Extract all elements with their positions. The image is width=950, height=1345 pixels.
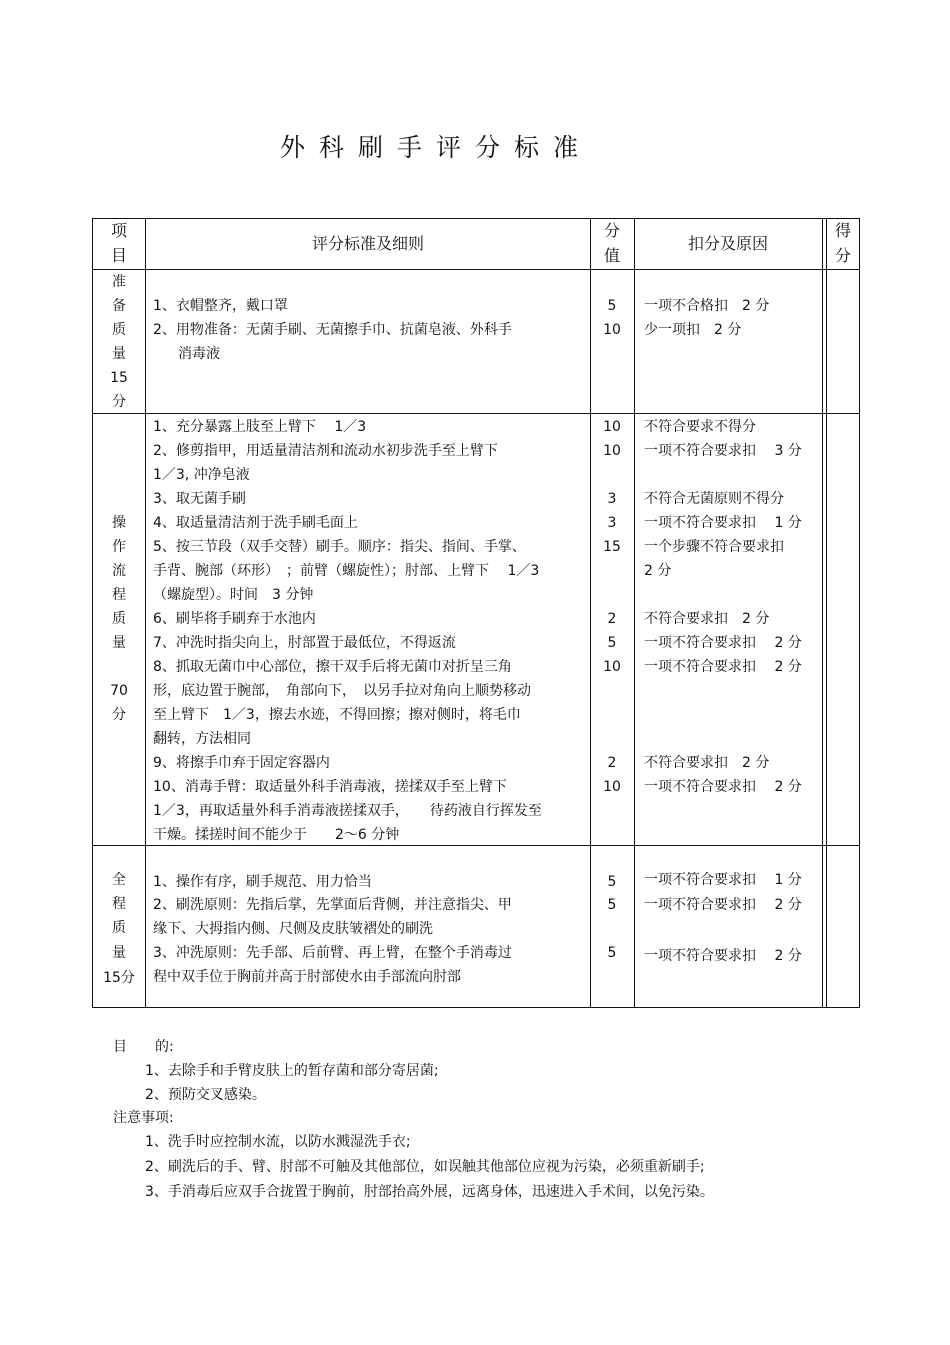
- ops-criterion-line: 8、抓取无菌巾中心部位，擦干双手后将无菌巾对折呈三角: [153, 659, 512, 675]
- ops-criterion-line: 1、充分暴露上肢至上臂下 1／3: [153, 419, 367, 435]
- ops-points: 2: [607, 755, 617, 771]
- ops-criterion-line: 1／3，再取适量外科手消毒液搓揉双手， 待药液自行挥发至: [153, 803, 542, 819]
- prep-points: 10: [603, 322, 621, 338]
- col-divider-4a: [822, 218, 823, 1008]
- overall-criterion-line: 3、冲洗原则：先手部、后前臂、再上臂，在整个手消毒过: [153, 945, 512, 961]
- prep-criterion-line: 1、衣帽整齐，戴口罩: [153, 298, 288, 314]
- ops-points: 3: [607, 515, 617, 531]
- ops-label-char: 程: [112, 587, 126, 603]
- caution-item: 1、洗手时应控制水流，以防水溅湿洗手衣;: [145, 1134, 411, 1150]
- overall-label-char: 质: [112, 920, 126, 936]
- header-deduction: 扣分及原因: [687, 234, 768, 253]
- ops-label-char: 质: [112, 611, 126, 627]
- ops-points: 2: [607, 611, 617, 627]
- ops-criterion-line: 3、取无菌手刷: [153, 491, 246, 507]
- purpose-item: 2、预防交叉感染。: [145, 1087, 266, 1103]
- prep-label-char: 准: [112, 274, 126, 290]
- table-border-bottom: [92, 1007, 860, 1008]
- ops-deduction: 不符合要求不得分: [644, 419, 756, 435]
- ops-criterion-line: 2、修剪指甲，用适量清洁剂和流动水初步洗手至上臂下: [153, 443, 498, 459]
- header-points-2: 值: [603, 246, 620, 265]
- ops-label-char: 70: [110, 683, 128, 699]
- ops-criterion-line: 10、消毒手臂：取适量外科手消毒液，搓揉双手至上臂下: [153, 779, 507, 795]
- ops-label-char: 量: [112, 635, 126, 651]
- ops-criterion-line: 9、将擦手巾弃于固定容器内: [153, 755, 330, 771]
- ops-criterion-line: 5、按三节段（双手交替）刷手。顺序：指尖、指间、手掌、: [153, 539, 526, 555]
- header-item-1: 项: [110, 221, 127, 240]
- overall-criterion-line: 程中双手位于胸前并高于肘部使水由手部流向肘部: [153, 969, 461, 985]
- col-divider-2: [590, 218, 591, 1008]
- overall-deduction: 一项不符合要求扣 2 分: [644, 897, 802, 913]
- prep-criterion-line: 2、用物准备：无菌手刷、无菌擦手巾、抗菌皂液、外科手: [153, 322, 512, 338]
- ops-label-char: 作: [112, 539, 126, 555]
- overall-deduction: 一项不符合要求扣 2 分: [644, 948, 802, 964]
- overall-criterion-line: 缘下、大拇指内侧、尺侧及皮肤皱褶处的刷洗: [153, 921, 433, 937]
- header-item-2: 目: [110, 246, 127, 265]
- ops-criterion-line: 至上臂下 1／3，擦去水迹，不得回擦；擦对侧时，将毛巾: [153, 707, 521, 723]
- ops-deduction: 不符合无菌原则不得分: [644, 491, 784, 507]
- row-divider-1: [92, 413, 860, 414]
- ops-points: 3: [607, 491, 617, 507]
- ops-points: 5: [607, 635, 617, 651]
- overall-points: 5: [607, 897, 617, 913]
- overall-points: 5: [607, 945, 617, 961]
- ops-criterion-line: 翻转，方法相同: [153, 731, 251, 747]
- overall-label-char: 全: [112, 872, 126, 888]
- prep-label-char: 质: [112, 322, 126, 338]
- ops-deduction: 不符合要求扣 2 分: [644, 755, 770, 771]
- caution-heading: 注意事项:: [113, 1110, 174, 1126]
- overall-label-char: 15分: [103, 970, 135, 986]
- header-divider: [92, 269, 860, 270]
- overall-label-char: 程: [112, 896, 126, 912]
- ops-criterion-line: 形，底边置于腕部， 角部向下， 以另手拉对角向上顺势移动: [153, 683, 531, 699]
- header-points-1: 分: [603, 221, 620, 240]
- page-title: 外科刷手评分标准: [280, 133, 593, 162]
- prep-label-char: 15: [110, 370, 128, 386]
- ops-points: 10: [603, 419, 621, 435]
- table-border-right: [859, 218, 860, 1008]
- overall-points: 5: [607, 874, 617, 890]
- ops-points: 10: [603, 659, 621, 675]
- prep-deduction: 一项不合格扣 2 分: [644, 298, 770, 314]
- ops-deduction: 一项不符合要求扣 3 分: [644, 443, 802, 459]
- header-score-2: 分: [834, 246, 851, 265]
- ops-label-char: 分: [112, 707, 126, 723]
- ops-criterion-line: 1／3, 冲净皂液: [153, 467, 250, 483]
- ops-points: 10: [603, 443, 621, 459]
- table-border-left: [92, 218, 93, 1008]
- prep-deduction: 少一项扣 2 分: [644, 322, 742, 338]
- ops-deduction: 一项不符合要求扣 1 分: [644, 515, 802, 531]
- header-score-1: 得: [834, 221, 851, 240]
- table-border-top: [92, 218, 860, 219]
- ops-criterion-line: 7、冲洗时指尖向上，肘部置于最低位，不得返流: [153, 635, 456, 651]
- prep-criterion-line: 消毒液: [178, 346, 220, 362]
- ops-points: 10: [603, 779, 621, 795]
- ops-label-char: 操: [112, 515, 126, 531]
- purpose-heading: 目 的:: [113, 1039, 174, 1055]
- overall-label-char: 量: [112, 945, 126, 961]
- ops-criterion-line: 干燥。揉搓时间不能少于 2～6 分钟: [153, 827, 400, 843]
- overall-deduction: 一项不符合要求扣 1 分: [644, 872, 802, 888]
- col-divider-3: [634, 218, 635, 1008]
- prep-points: 5: [607, 298, 617, 314]
- col-divider-1: [145, 218, 146, 1008]
- ops-deduction: 一项不符合要求扣 2 分: [644, 779, 802, 795]
- row-divider-2: [92, 845, 860, 846]
- overall-criterion-line: 2、刷洗原则：先指后掌，先掌面后背侧，并注意指尖、甲: [153, 897, 512, 913]
- ops-deduction: 2 分: [644, 563, 672, 579]
- header-criteria: 评分标准及细则: [311, 234, 424, 253]
- purpose-item: 1、去除手和手臂皮肤上的暂存菌和部分寄居菌;: [145, 1063, 439, 1079]
- caution-item: 2、刷洗后的手、臂、肘部不可触及其他部位，如误触其他部位应视为污染，必须重新刷手;: [145, 1159, 705, 1175]
- ops-criterion-line: 手背、腕部（环形） ；前臂（螺旋性）；肘部、上臂下 1／3: [153, 563, 540, 579]
- ops-deduction: 一个步骤不符合要求扣: [644, 539, 784, 555]
- prep-label-char: 分: [112, 394, 126, 410]
- ops-label-char: 流: [112, 563, 126, 579]
- prep-label-char: 备: [112, 298, 126, 314]
- ops-points: 15: [603, 539, 621, 555]
- prep-label-char: 量: [112, 346, 126, 362]
- ops-deduction: 一项不符合要求扣 2 分: [644, 635, 802, 651]
- ops-criterion-line: （螺旋型）。时间 3 分钟: [153, 587, 314, 603]
- ops-deduction: 不符合要求扣 2 分: [644, 611, 770, 627]
- ops-criterion-line: 4、取适量清洁剂于洗手刷毛面上: [153, 515, 358, 531]
- overall-criterion-line: 1、操作有序，刷手规范、用力恰当: [153, 874, 372, 890]
- col-divider-4b: [826, 218, 827, 1008]
- ops-criterion-line: 6、刷毕将手刷弃于水池内: [153, 611, 316, 627]
- ops-deduction: 一项不符合要求扣 2 分: [644, 659, 802, 675]
- caution-item: 3、手消毒后应双手合拢置于胸前，肘部抬高外展，远离身体，迅速进入手术间，以免污染。: [145, 1184, 714, 1200]
